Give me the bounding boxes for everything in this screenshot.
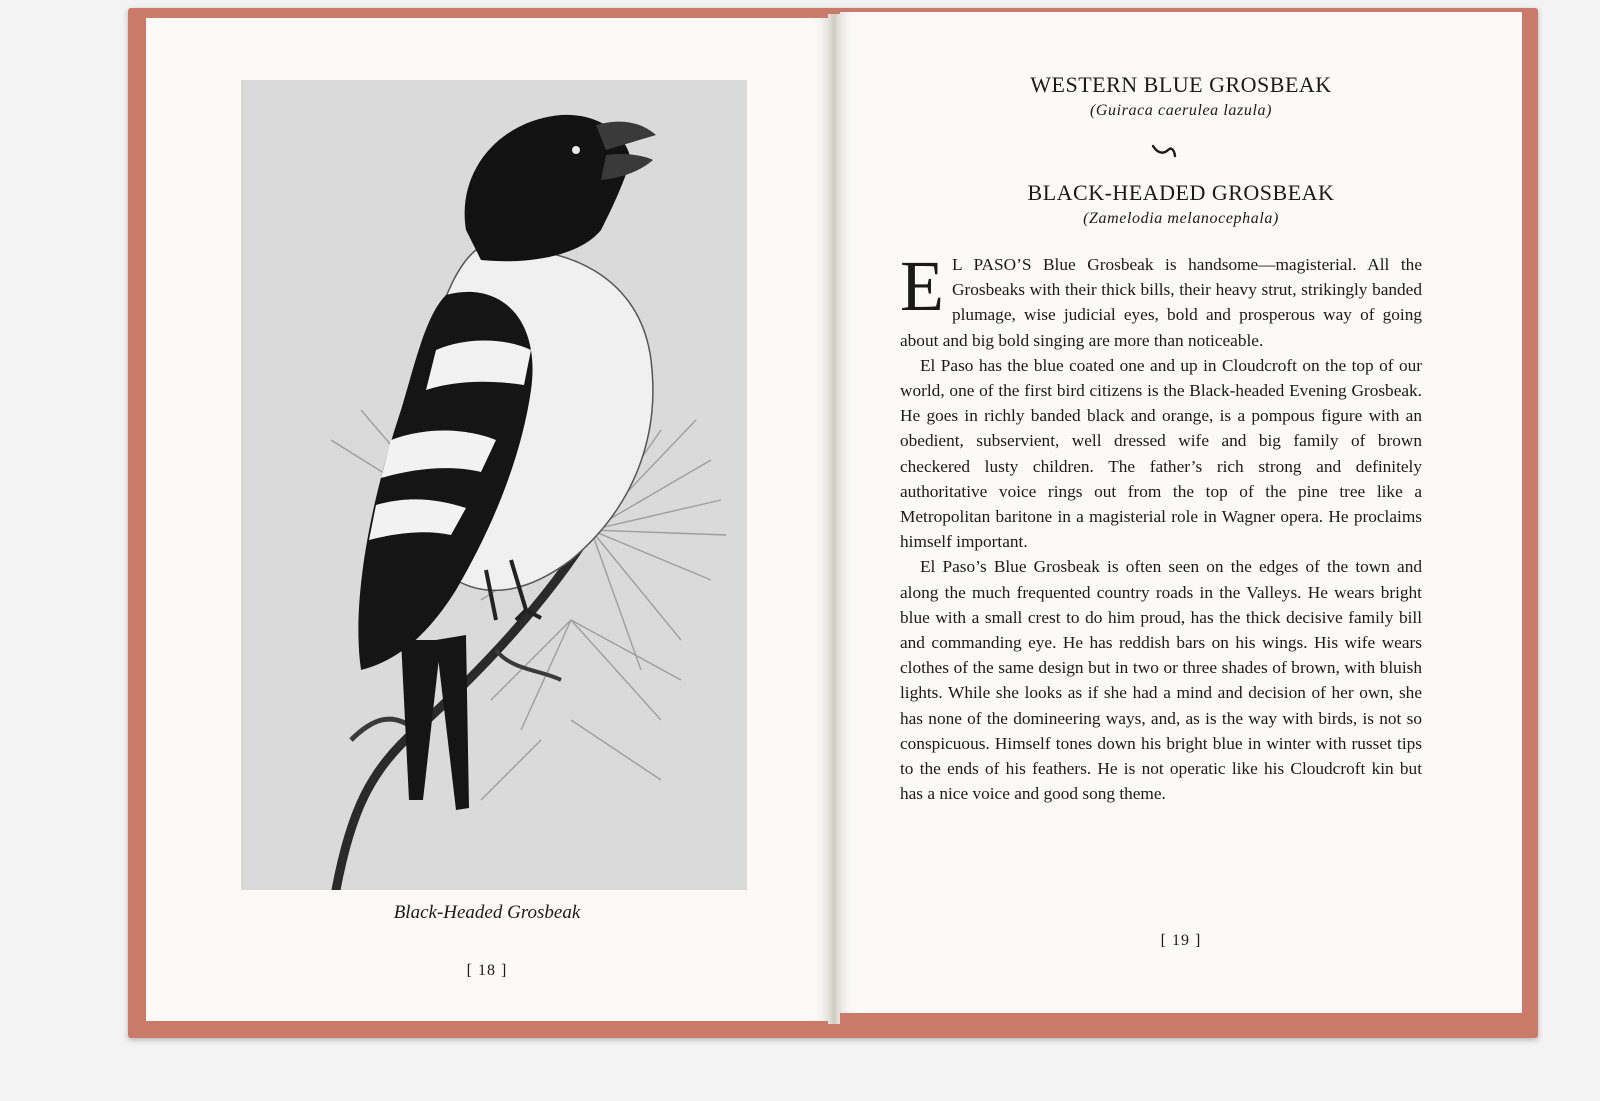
illustration-caption: Black-Headed Grosbeak [393,902,581,923]
grosbeak-drawing [241,80,747,890]
right-page [840,12,1522,1013]
paragraph-3: El Paso’s Blue Grosbeak is often seen on the edges of the town and along the much frequented country roads in the Valleys. He wears bright blue with a small crest to do him proud, has the thick decisive family bill and commanding eye. He has reddish bars on his wings. His wife wears clothes of the same design but in two or three shades of brown, with bluish lights. While she looks as if she had a mind and decision of her own, she has none of the domineering ways, and, as is the way with birds, is not so conspicuous. Himself tones down his bright blue in winter with russet tips to the ends of his feathers. He is not operatic like his Cloudcroft kin but has a nice voice and good song theme. [900,557,1422,804]
title-western-blue-grosbeak: WESTERN BLUE GROSBEAK [1030,72,1332,97]
page-number-right: [ 19 ] [1160,932,1202,949]
ornament-icon [1150,140,1178,162]
scientific-name-2: (Zamelodia melanocephala) [1083,210,1279,227]
book-gutter [828,14,840,1024]
left-page [146,18,829,1021]
bird-illustration [241,80,747,890]
drop-cap: E [900,246,944,326]
page-number-left: [ 18 ] [466,962,508,979]
paragraph-2: El Paso has the blue coated one and up in Cloudcroft on the top of our world, one of the first bird citizens is the Black-headed Evening Grosbeak. He goes in richly banded black and orange, is a pompous figure with an obedient, subservient, well dressed wife and big family of brown checkered lusty children. The father’s rich strong and definitely authoritative voice rings out from the top of the pine tree like a Metropolitan baritone in a magisterial role in Wagner opera. He proclaims himself important. [900,355,1422,552]
article-body [900,246,1422,806]
title-black-headed-grosbeak: BLACK-HEADED GROSBEAK [1027,180,1335,205]
scientific-name-1: (Guiraca caerulea lazula) [1089,102,1273,119]
paragraph-1: E L PASO’S Blue Grosbeak is handsome—magisterial. All the Grosbeaks with their thick bills, their heavy strut, strikingly banded plumage, wise judicial eyes, bold and prosperous way of going about and big bold singing are more than noticeable. [900,246,1422,350]
